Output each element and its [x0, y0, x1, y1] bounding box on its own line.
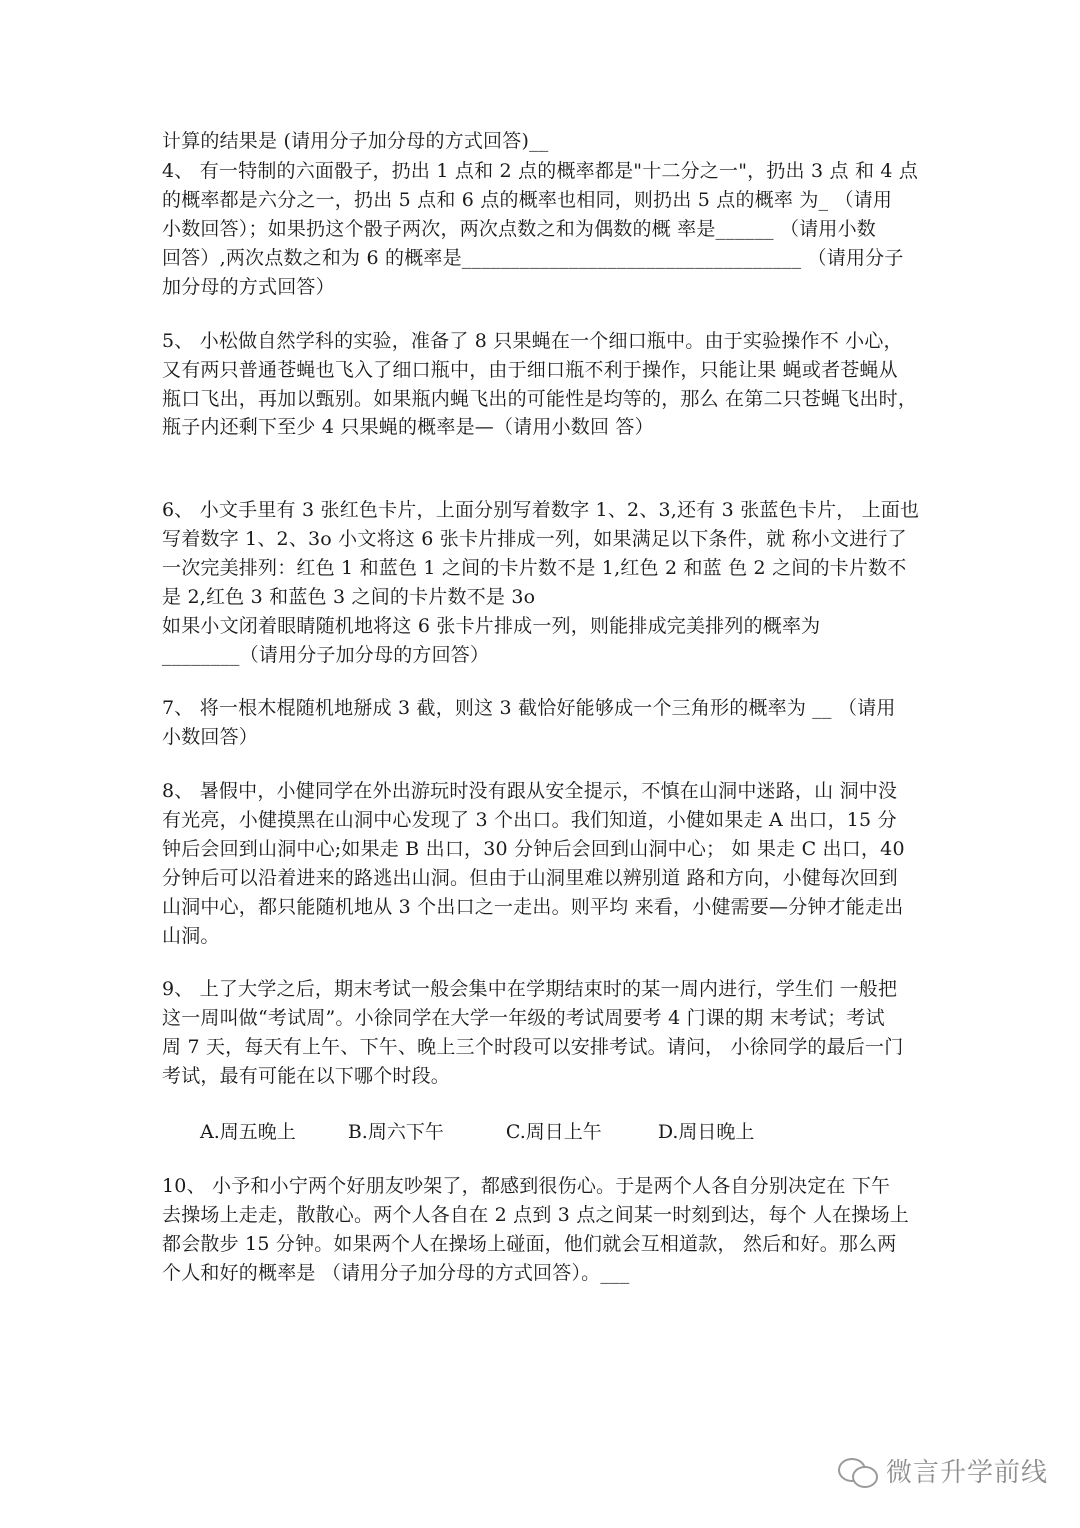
text-line: 这一周叫做“考试周”。小徐同学在大学一年级的考试周要考 4 门课的期 末考试；考试: [162, 1007, 885, 1029]
text-line: 如果小文闭着眼睛随机地将这 6 张卡片排成一列，则能排成完美排列的概率为: [162, 615, 821, 637]
text-line: 瓶口飞出，再加以甄别。如果瓶内蝇飞出的可能性是均等的，那么 在第二只苍蝇飞出时，: [162, 388, 918, 410]
text-line: 的概率都是六分之一，扔出 5 点和 6 点的概率也相同，则扔出 5 点的概率 为_ （请用: [162, 189, 893, 211]
text-line: 7、 将一根木棍随机地掰成 3 截，则这 3 截恰好能够成一个三角形的概率为 __ （请用: [162, 697, 896, 719]
text-line: 小数回答）: [162, 726, 259, 748]
watermark: [838, 1452, 1048, 1489]
text-line: 考试，最有可能在以下哪个时段。: [162, 1065, 451, 1087]
option-d: D.周日晚上: [657, 1121, 755, 1143]
text-line: 分钟后可以沿着进来的路逃出山洞。但由于山洞里难以辨别道 路和方向，小健每次回到: [162, 867, 898, 889]
text-line: 都会散步 15 分钟。如果两个人在操场上碰面，他们就会互相道款， 然后和好。那么两: [162, 1233, 897, 1255]
text-line: 小数回答）；如果扔这个骰子两次，两次点数之和为偶数的概 率是______ （请用小数: [162, 218, 876, 240]
option-c: C.周日上午: [505, 1121, 602, 1143]
text-line: 一次完美排列：红色 1 和蓝色 1 之间的卡片数不是 1,红色 2 和蓝 色 2 之间的卡片数不: [162, 557, 907, 579]
text-line: 山洞中心，都只能随机地从 3 个出口之一走出。则平均 来看，小健需要—分钟才能走出: [162, 896, 904, 918]
text-line: 8、 暑假中，小健同学在外出游玩时没有跟从安全提示，不慎在山洞中迷路，山 洞中没: [162, 780, 898, 802]
text-line: 有光亮，小健摸黑在山洞中心发现了 3 个出口。我们知道，小健如果走 A 出口，15 分: [162, 809, 897, 831]
watermark-text: 微言升学前线: [886, 1458, 1049, 1488]
text-line: ________（请用分子加分母的方回答）: [162, 644, 490, 666]
text-line: 9、 上了大学之后，期末考试一般会集中在学期结束时的某一周内进行，学生们 一般把: [162, 978, 898, 1000]
text-line: 10、 小予和小宁两个好朋友吵架了，都感到很伤心。于是两个人各自分别决定在 下午: [162, 1175, 891, 1197]
text-line: 6、 小文手里有 3 张红色卡片，上面分别写着数字 1、2、3,还有 3 张蓝色卡片， 上面也: [162, 499, 920, 521]
text-line: 去操场上走走，散散心。两个人各自在 2 点到 3 点之间某一时刻到达，每个 人在操场上: [162, 1204, 909, 1226]
text-line: 周 7 天，每天有上午、下午、晚上三个时段可以安排考试。请问， 小徐同学的最后一门: [162, 1036, 904, 1058]
option-b: B.周六下午: [347, 1121, 444, 1143]
text-line: 钟后会回到山洞中心;如果走 B 出口，30 分钟后会回到山洞中心； 如 果走 C 出口，40: [162, 838, 905, 860]
text-line: 是 2,红色 3 和蓝色 3 之间的卡片数不是 3o: [162, 586, 536, 608]
text-line: 4、 有一特制的六面骰子，扔出 1 点和 2 点的概率都是"十二分之一"，扔出 3 点 和 4 点: [162, 160, 919, 182]
text-line: 回答）,两次点数之和为 6 的概率是___________________________________ （请用分子: [162, 247, 904, 269]
text-line: 写着数字 1、2、3o 小文将这 6 张卡片排成一列，如果满足以下条件，就 称小文进行了: [162, 528, 907, 550]
option-a: A.周五晚上: [200, 1121, 296, 1143]
wechat-icon: [838, 1454, 878, 1488]
text-line: 瓶子内还剩下至少 4 只果蝇的概率是—（请用小数回 答）: [162, 416, 654, 438]
text-line: 加分母的方式回答）: [162, 276, 335, 298]
text-line: 计算的结果是 (请用分子加分母的方式回答)__: [162, 130, 549, 152]
text-line: 山洞。: [162, 925, 220, 947]
answer-options: [200, 1118, 754, 1146]
text-line: 个人和好的概率是 （请用分子加分母的方式回答）。___: [162, 1262, 630, 1284]
text-line: 又有两只普通苍蝇也飞入了细口瓶中，由于细口瓶不利于操作，只能让果 蝇或者苍蝇从: [162, 359, 898, 381]
text-line: 5、 小松做自然学科的实验，准备了 8 只果蝇在一个细口瓶中。由于实验操作不 小心，: [162, 330, 903, 352]
